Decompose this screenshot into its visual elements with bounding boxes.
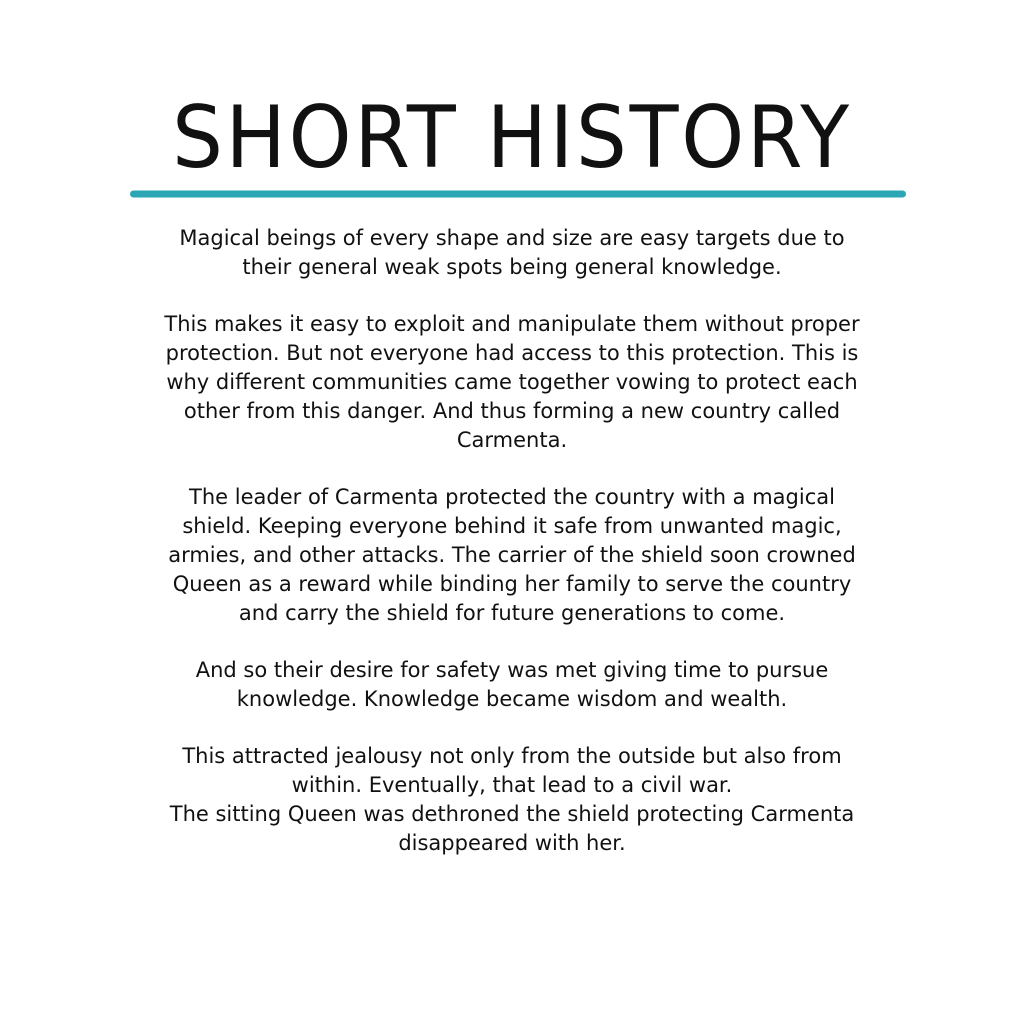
text-line: Carmenta. [456, 428, 568, 452]
paragraph-1 [150, 224, 874, 282]
text-line: why different communities came together vowing to protect each [166, 370, 858, 394]
text-line: The leader of Carmenta protected the country with a magical [189, 485, 835, 509]
text-line: Magical beings of every shape and size are easy targets due to [179, 226, 845, 250]
page-title: SHORT HISTORY [172, 88, 852, 188]
text-line: protection. But not everyone had access to this protection. This is [165, 341, 859, 365]
history-text [150, 224, 874, 886]
text-line: their general weak spots being general knowledge. [242, 255, 782, 279]
paragraph-5 [150, 742, 874, 858]
text-line: This attracted jealousy not only from the outside but also from [182, 744, 842, 768]
paragraph-3 [150, 483, 874, 628]
title-underline [130, 190, 906, 198]
text-line: The sitting Queen was dethroned the shield protecting Carmenta [169, 802, 855, 826]
text-line: This makes it easy to exploit and manipulate them without proper [164, 312, 860, 336]
paragraph-2 [150, 310, 874, 455]
paragraph-4 [150, 656, 874, 714]
text-line: within. Eventually, that lead to a civil war. [291, 773, 733, 797]
text-line: armies, and other attacks. The carrier of the shield soon crowned [168, 543, 856, 567]
text-line: and carry the shield for future generations to come. [238, 601, 786, 625]
text-line: other from this danger. And thus forming a new country called [183, 399, 841, 423]
text-line: Queen as a reward while binding her family to serve the country [172, 572, 852, 596]
text-line: knowledge. Knowledge became wisdom and wealth. [236, 687, 788, 711]
text-line: shield. Keeping everyone behind it safe from unwanted magic, [182, 514, 842, 538]
text-line: disappeared with her. [398, 831, 626, 855]
text-line: And so their desire for safety was met giving time to pursue [195, 658, 829, 682]
